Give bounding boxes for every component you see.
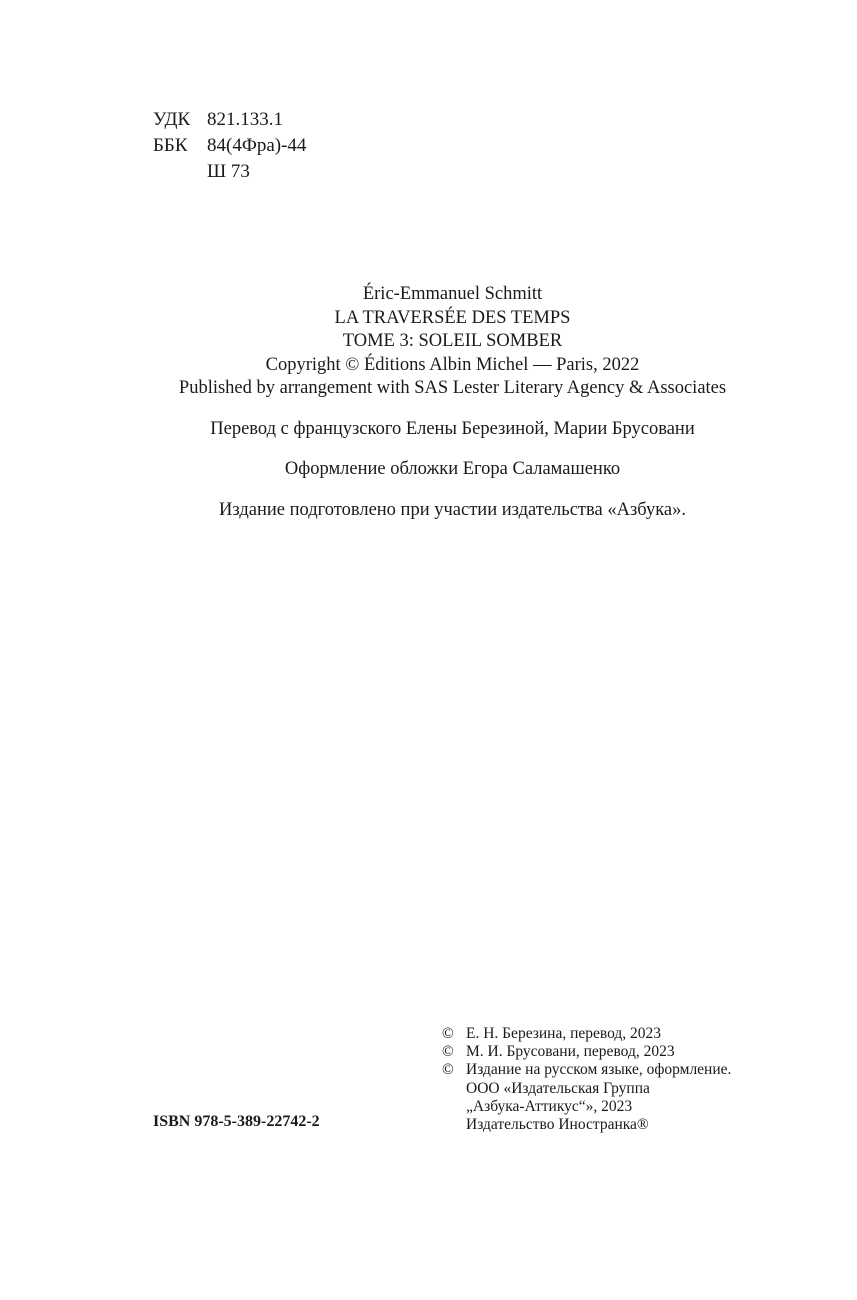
copyright-continuation: ООО «Издательская Группа bbox=[466, 1079, 650, 1097]
copyright-sign: © bbox=[442, 1043, 454, 1061]
classification-block bbox=[153, 107, 306, 185]
isbn: ISBN 978-5-389-22742-2 bbox=[153, 1113, 320, 1130]
udk-row bbox=[153, 107, 306, 133]
copyright-text: Е. Н. Березина, перевод, 2023 bbox=[466, 1025, 662, 1042]
author-mark: Ш 73 bbox=[207, 161, 250, 182]
original-author: Éric-Emmanuel Schmitt bbox=[362, 284, 543, 304]
arrangement-note: Published by arrangement with SAS Lester Literary Agency & Associates bbox=[178, 378, 727, 398]
copyright-line bbox=[442, 1043, 731, 1061]
original-volume: TOME 3: SOLEIL SOMBER bbox=[342, 331, 563, 351]
bbk-label: ББК bbox=[153, 135, 188, 156]
copyright-text: М. И. Брусовани, перевод, 2023 bbox=[466, 1043, 675, 1061]
copyright-line bbox=[442, 1061, 731, 1079]
bbk-value: 84(4Фра)-44 bbox=[207, 135, 307, 156]
author-mark-row bbox=[153, 159, 306, 185]
copyright-sign: © bbox=[442, 1061, 454, 1079]
copyright-line bbox=[442, 1025, 731, 1043]
copyright-continuation: Издательство Иностранка® bbox=[466, 1116, 649, 1134]
udk-label: УДК bbox=[153, 109, 191, 130]
publisher-note: Издание подготовлено при участии издательства «Азбука». bbox=[219, 499, 686, 520]
cover-design-credit: Оформление обложки Егора Саламашенко bbox=[284, 459, 621, 479]
copyright-notices bbox=[442, 1025, 731, 1134]
original-copyright: Copyright © Éditions Albin Michel — Paris, 2022 bbox=[265, 354, 640, 375]
credits-block bbox=[0, 283, 857, 522]
copyright-sign: © bbox=[442, 1025, 454, 1042]
original-title: LA TRAVERSÉE DES TEMPS bbox=[334, 307, 571, 328]
udk-value: 821.133.1 bbox=[207, 109, 283, 130]
copyright-continuation: „Азбука-Аттикус“», 2023 bbox=[466, 1097, 633, 1115]
author-mark-spacer bbox=[153, 159, 207, 185]
translation-credit: Перевод с французского Елены Березиной, Марии Брусовани bbox=[210, 418, 695, 439]
bbk-row bbox=[153, 133, 306, 159]
copyright-text: Издание на русском языке, оформление. bbox=[466, 1061, 732, 1079]
